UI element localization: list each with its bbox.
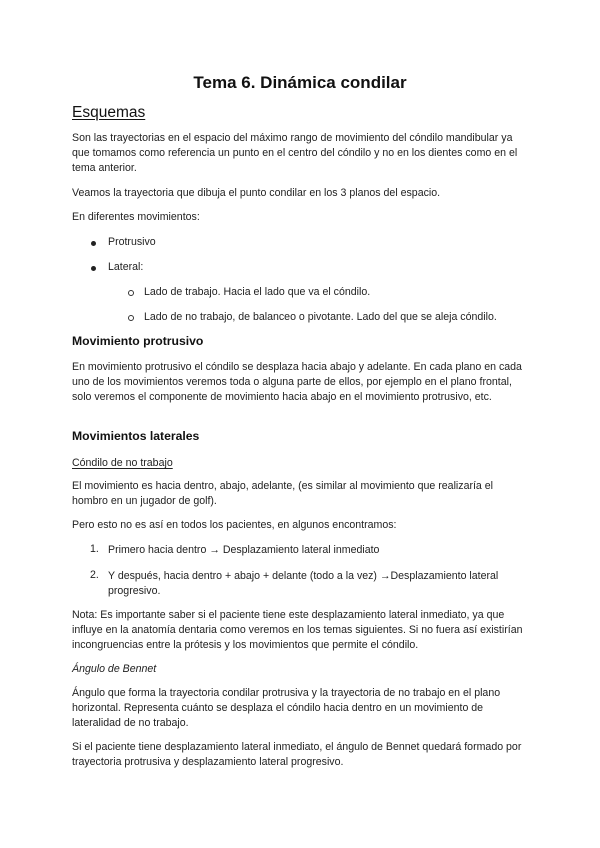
bullet-circle-icon	[128, 290, 134, 296]
sub-list-item: Lado de trabajo. Hacia el lado que va el cóndilo.	[144, 286, 371, 298]
list-item: Lateral:	[108, 261, 144, 273]
paragraph-last: Si el paciente tiene desplazamiento lateral inmediato, el ángulo de Bennet quedará formado por trayectoria protrusiva y desplazamiento lateral progresivo.	[72, 741, 522, 768]
numbered-item: Primero hacia dentro → Desplazamiento lateral inmediato	[108, 544, 380, 556]
subheading-angulo-bennet: Ángulo de Bennet	[72, 663, 157, 675]
heading-movimientos-laterales: Movimientos laterales	[72, 429, 200, 443]
section-heading-esquemas: Esquemas	[72, 104, 146, 121]
numbered-item: Y después, hacia dentro + abajo + delante (todo a la vez) →Desplazamiento lateral progresivo.	[108, 570, 499, 597]
list-number: 1.	[90, 543, 99, 555]
bullet-dot-icon	[91, 266, 96, 271]
paragraph-condilo: El movimiento es hacia dentro, abajo, adelante, (es similar al movimiento que realizaría el hombro en un jugador de golf).	[72, 480, 494, 507]
page-title: Tema 6. Dinámica condilar	[193, 73, 407, 92]
paragraph-nota: Nota: Es importante saber si el paciente tiene este desplazamiento lateral inmediato, ya que influye en la anatomía dentaria como veremos en los temas siguientes. Si no fuera así existirían incongruencias entre la prótesis y los movimientos que permite el cóndilo.	[72, 609, 523, 651]
paragraph-bennet: Ángulo que forma la trayectoria condilar protrusiva y la trayectoria de no trabajo en el plano horizontal. Representa cuánto se desplaza el cóndilo hacia dentro en un movimiento de lateralidad de no trabajo.	[72, 687, 501, 729]
subheading-condilo-no-trabajo: Cóndilo de no trabajo	[72, 457, 173, 469]
bullet-circle-icon	[128, 315, 134, 321]
paragraph-protrusivo: En movimiento protrusivo el cóndilo se desplaza hacia abajo y adelante. En cada plano en cada uno de los movimientos veremos toda o alguna parte de ellos, por ejemplo en el plano frontal, solo veremos el componente de movimiento hacia abajo en el movimiento protrusivo, etc.	[72, 361, 522, 403]
paragraph-movimientos: En diferentes movimientos:	[72, 211, 200, 223]
paragraph-pero: Pero esto no es así en todos los pacientes, en algunos encontramos:	[72, 519, 397, 531]
paragraph-trayectoria: Veamos la trayectoria que dibuja el punto condilar en los 3 planos del espacio.	[72, 187, 441, 199]
heading-movimiento-protrusivo: Movimiento protrusivo	[72, 334, 204, 348]
list-number: 2.	[90, 569, 99, 581]
list-item: Protrusivo	[108, 236, 156, 248]
paragraph-intro: Son las trayectorias en el espacio del máximo rango de movimiento del cóndilo mandibular ya que tomamos como referencia un punto en el centro del cóndilo y no en los dientes como en el tema anterior.	[72, 132, 518, 174]
sub-list-item: Lado de no trabajo, de balanceo o pivotante. Lado del que se aleja cóndilo.	[144, 311, 497, 323]
bullet-dot-icon	[91, 241, 96, 246]
